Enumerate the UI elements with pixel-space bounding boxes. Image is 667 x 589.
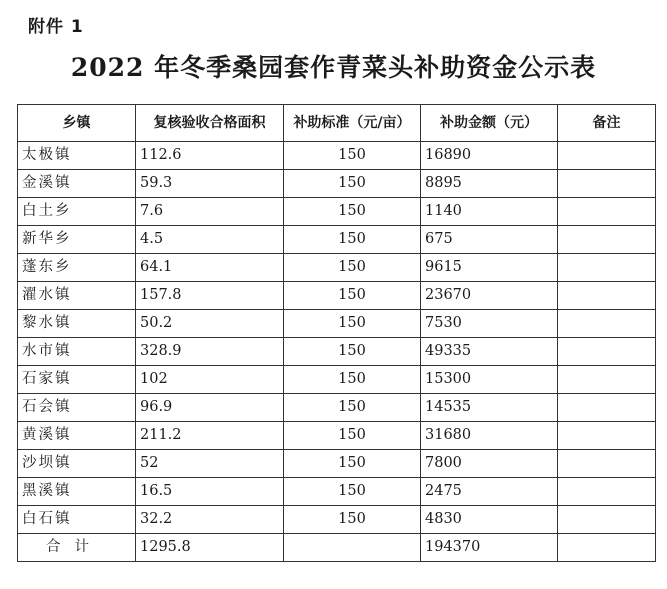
table-header-row	[18, 105, 656, 142]
table-row	[18, 506, 656, 534]
attachment-label: 附件 1	[28, 17, 84, 37]
note-cell	[558, 310, 656, 338]
town-cell: 白土乡	[18, 198, 136, 226]
note-cell	[558, 142, 656, 170]
standard-cell: 150	[284, 422, 421, 450]
town-cell: 蓬东乡	[18, 254, 136, 282]
standard-cell: 150	[284, 366, 421, 394]
area-cell: 96.9	[136, 394, 284, 422]
area-cell: 16.5	[136, 478, 284, 506]
note-cell	[558, 338, 656, 366]
town-cell: 白石镇	[18, 506, 136, 534]
amount-cell: 1140	[421, 198, 558, 226]
town-cell: 黄溪镇	[18, 422, 136, 450]
area-cell: 112.6	[136, 142, 284, 170]
standard-cell: 150	[284, 450, 421, 478]
table-row	[18, 450, 656, 478]
town-cell: 沙坝镇	[18, 450, 136, 478]
table-body	[18, 142, 656, 562]
header-amount: 补助金额（元）	[421, 105, 558, 142]
area-cell: 4.5	[136, 226, 284, 254]
amount-cell: 15300	[421, 366, 558, 394]
note-cell	[558, 422, 656, 450]
table-row	[18, 282, 656, 310]
table-row	[18, 478, 656, 506]
note-cell	[558, 254, 656, 282]
area-cell: 7.6	[136, 198, 284, 226]
amount-cell: 675	[421, 226, 558, 254]
note-cell	[558, 282, 656, 310]
town-cell: 黎水镇	[18, 310, 136, 338]
standard-cell: 150	[284, 142, 421, 170]
table-row	[18, 366, 656, 394]
town-cell: 濯水镇	[18, 282, 136, 310]
area-cell: 32.2	[136, 506, 284, 534]
standard-cell: 150	[284, 310, 421, 338]
standard-cell: 150	[284, 506, 421, 534]
amount-cell: 7530	[421, 310, 558, 338]
table-row	[18, 338, 656, 366]
area-cell: 59.3	[136, 170, 284, 198]
town-cell: 新华乡	[18, 226, 136, 254]
table-row	[18, 394, 656, 422]
standard-cell: 150	[284, 338, 421, 366]
table-row	[18, 198, 656, 226]
area-cell: 328.9	[136, 338, 284, 366]
header-note: 备注	[558, 105, 656, 142]
note-cell	[558, 366, 656, 394]
total-amount: 194370	[421, 534, 558, 562]
standard-cell: 150	[284, 254, 421, 282]
area-cell: 64.1	[136, 254, 284, 282]
amount-cell: 49335	[421, 338, 558, 366]
amount-cell: 7800	[421, 450, 558, 478]
area-cell: 211.2	[136, 422, 284, 450]
standard-cell: 150	[284, 198, 421, 226]
amount-cell: 14535	[421, 394, 558, 422]
note-cell	[558, 394, 656, 422]
total-note	[558, 534, 656, 562]
table-row	[18, 170, 656, 198]
town-cell: 石会镇	[18, 394, 136, 422]
amount-cell: 9615	[421, 254, 558, 282]
area-cell: 50.2	[136, 310, 284, 338]
subsidy-table	[17, 104, 656, 562]
table-row	[18, 254, 656, 282]
town-cell: 黑溪镇	[18, 478, 136, 506]
note-cell	[558, 450, 656, 478]
table-row	[18, 226, 656, 254]
standard-cell: 150	[284, 226, 421, 254]
total-label: 合计	[18, 534, 136, 562]
amount-cell: 8895	[421, 170, 558, 198]
note-cell	[558, 226, 656, 254]
standard-cell: 150	[284, 282, 421, 310]
total-area: 1295.8	[136, 534, 284, 562]
standard-cell: 150	[284, 478, 421, 506]
note-cell	[558, 506, 656, 534]
note-cell	[558, 478, 656, 506]
town-cell: 石家镇	[18, 366, 136, 394]
amount-cell: 16890	[421, 142, 558, 170]
area-cell: 157.8	[136, 282, 284, 310]
town-cell: 金溪镇	[18, 170, 136, 198]
header-standard: 补助标准（元/亩）	[284, 105, 421, 142]
table-row	[18, 142, 656, 170]
amount-cell: 2475	[421, 478, 558, 506]
town-cell: 水市镇	[18, 338, 136, 366]
area-cell: 102	[136, 366, 284, 394]
table-row	[18, 310, 656, 338]
area-cell: 52	[136, 450, 284, 478]
note-cell	[558, 170, 656, 198]
standard-cell: 150	[284, 170, 421, 198]
header-town: 乡镇	[18, 105, 136, 142]
town-cell: 太极镇	[18, 142, 136, 170]
amount-cell: 31680	[421, 422, 558, 450]
total-standard	[284, 534, 421, 562]
standard-cell: 150	[284, 394, 421, 422]
amount-cell: 23670	[421, 282, 558, 310]
total-row	[18, 534, 656, 562]
amount-cell: 4830	[421, 506, 558, 534]
document-title: 2022 年冬季桑园套作青菜头补助资金公示表	[70, 53, 597, 82]
header-area: 复核验收合格面积	[136, 105, 284, 142]
table-row	[18, 422, 656, 450]
note-cell	[558, 198, 656, 226]
